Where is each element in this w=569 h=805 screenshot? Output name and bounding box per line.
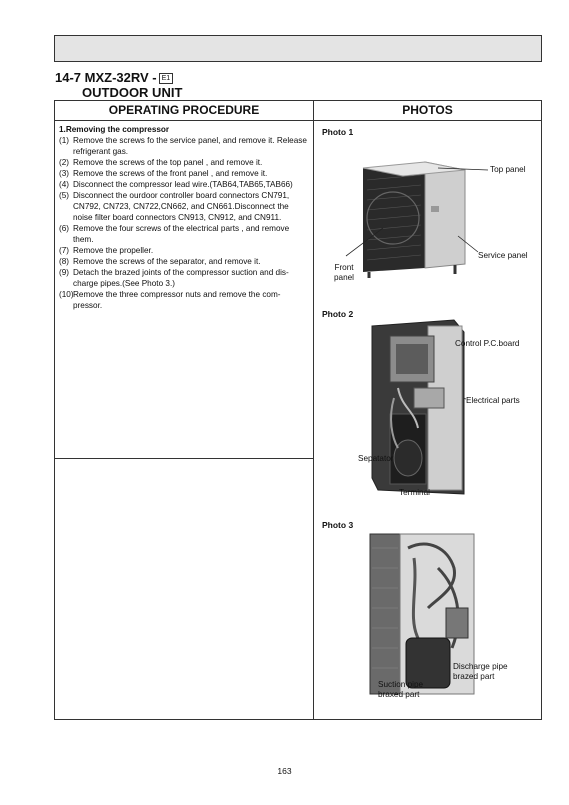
photos-header: PHOTOS [402, 103, 453, 117]
step-number: (6) [59, 224, 70, 233]
callout-control-board: Control P.C.board [455, 339, 520, 348]
step-number: (4) [59, 180, 70, 189]
callout-front-panel: Front panel [333, 263, 355, 282]
callout-terminal: Terminal [399, 488, 430, 497]
step-text: Remove the screws of the separator, and remove it. [73, 257, 261, 266]
callout-electrical-parts: Electrical parts [466, 396, 520, 405]
photo-1-label: Photo 1 [322, 127, 354, 137]
callout-service-panel: Service panel [478, 251, 528, 260]
step-number: (10) [59, 290, 74, 299]
step-text: Remove the screws fo the service panel, and remove it. Release refrigerant gas. [73, 136, 307, 156]
section-subtitle: OUTDOOR UNIT [82, 85, 183, 100]
page-number: 163 [277, 766, 292, 776]
step-number: (5) [59, 191, 70, 200]
step-text: Disconnect the compressor lead wire.(TAB64,TAB65,TAB66) [73, 180, 293, 189]
section-model: 14-7 MXZ-32RV - [55, 70, 157, 85]
procedure-title: 1.Removing the compressor [59, 125, 170, 134]
step-number: (9) [59, 268, 70, 277]
photo-2-label: Photo 2 [322, 309, 354, 319]
step-text: Remove the three compressor nuts and remove the com-pressor. [73, 290, 281, 310]
callout-suction-pipe: Suction pipe braxed part [378, 680, 424, 699]
outdoor-unit-interior-photo [368, 318, 468, 498]
photo-3-label: Photo 3 [322, 520, 354, 530]
callout-separator: Sepatator [358, 454, 394, 463]
step-number: (3) [59, 169, 70, 178]
step-text: Remove the screws of the front panel , and remove it. [73, 169, 268, 178]
step-number: (7) [59, 246, 70, 255]
operating-procedure-header: OPERATING PROCEDURE [108, 103, 260, 117]
step-text: Remove the propeller. [73, 246, 154, 255]
model-badge: E1 [159, 73, 174, 84]
step-text: Disconnect the ourdoor controller board connectors CN791, CN792, CN723, CN722,CN662, and CN661.Disconnect the noise filter board connectors CN913, CN912, and CN911. [73, 191, 290, 222]
callout-discharge-pipe: Discharge pipe brazed part [453, 662, 508, 681]
step-number: (1) [59, 136, 70, 145]
step-text: Detach the brazed joints of the compressor suction and dis-charge pipes.(See Photo 3.) [73, 268, 289, 288]
step-number: (8) [59, 257, 70, 266]
step-text: Remove the screws of the top panel , and remove it. [73, 158, 263, 167]
callout-top-panel: Top panel [490, 165, 526, 174]
step-text: Remove the four screws of the electrical parts , and remove them. [73, 224, 290, 244]
step-number: (2) [59, 158, 70, 167]
